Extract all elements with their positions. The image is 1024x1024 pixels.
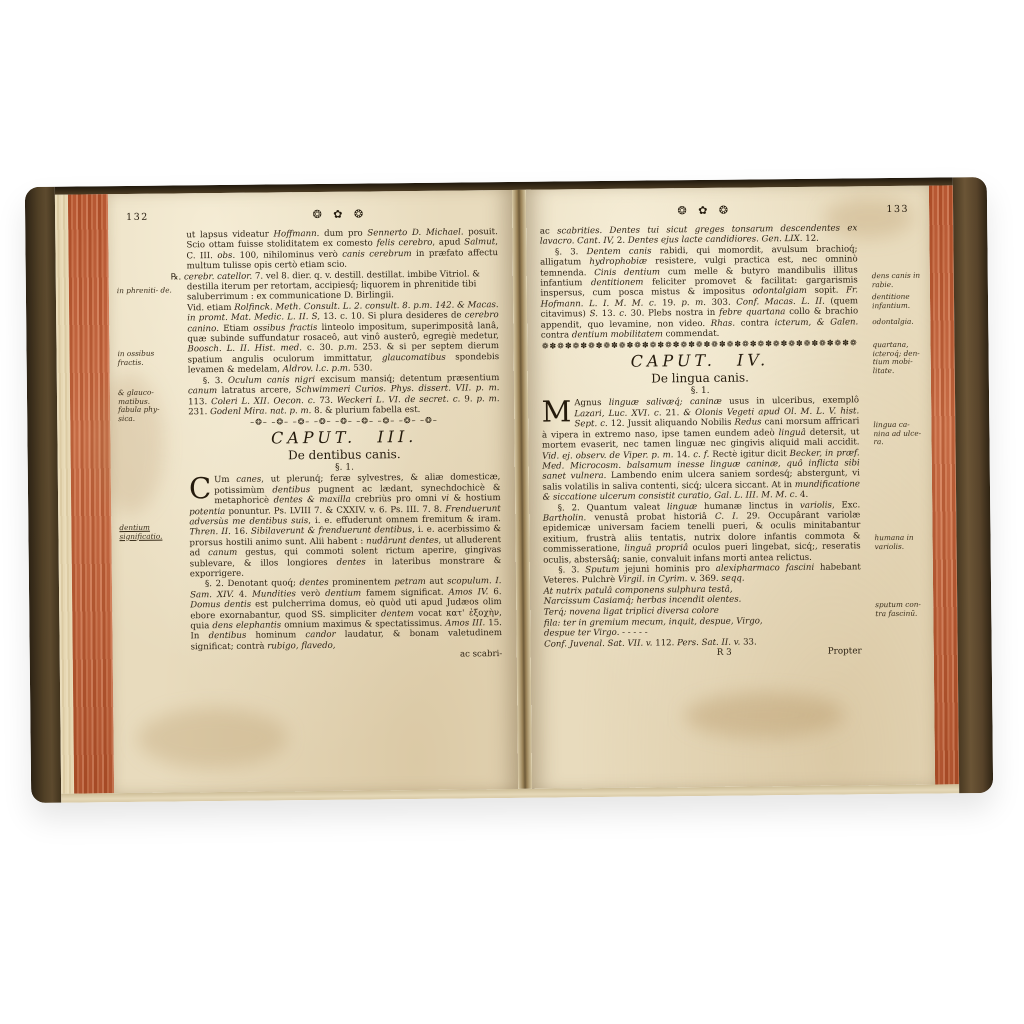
open-book bbox=[25, 177, 993, 803]
book-cover-right bbox=[953, 177, 993, 793]
margin-note: in phreniti- de. bbox=[116, 285, 172, 296]
page-right-content bbox=[525, 186, 935, 789]
block-para: §. 2. Denotant quoq́; dentes prominentem petram aut scopulum. I. Sam. XIV. 4. Mundities verò dentium famem significat. Amos IV. 6. Domus dentis est pulcherrima domus, eò quòd uti apud Judæos olim ebore exornabantur, quod SS. simpliciter dentem vocat κατ' ἐξοχὴν, quia dens elephantis omnium maximus & spectatissimus. Amos III. 15. In dentibus hominum candor laudatur, & bonam valetudinem significat; contrà rubigo, flavedo, bbox=[190, 576, 503, 653]
page-left-content bbox=[108, 190, 518, 793]
margin-note: odontalgia. bbox=[872, 316, 914, 327]
block-recipe: ℞. cerebr. catellor. 7. vel 8. dier. q. v. destill. destillat. imbibe Vitriol. & destilla iterum per retortam, accipiesq́; liquorem in phrenitide tibi saluberrimum : ex communicatione D. Birlingii. bbox=[170, 268, 480, 303]
block-para: §. 2. Quantum valeat linguæ humanæ linctus in variolis, Exc. Bartholin. venustâ probat historiâ C. I. 29. Occupârant variolæ epidemicæ universam faciem tenelli pueri, & oculis minitabantur exitium, frustrà aliis tentatis, nutrix dolore infantis commota & commisseratione, linguâ propriâ oculos pueri lingebat, sicq́;, reseratis oculis, abstersâq́; sanie, convaluit infans morti antea relictus. bbox=[542, 499, 861, 566]
margin-note: lingua ca- nina ad ulce- ra. bbox=[873, 419, 922, 447]
block-h2: De dentibus canis. bbox=[288, 447, 401, 463]
block-divider: –❂– –❂– –❂– –❂– –❂– –❂– –❂– –❂– –❂– bbox=[250, 416, 438, 428]
text-column-left bbox=[170, 227, 503, 663]
fore-edge-left bbox=[68, 194, 114, 793]
book-inner bbox=[55, 177, 959, 802]
block-h1: CAPUT. III. bbox=[270, 427, 418, 448]
block-para: Conf. Juvenal. Sat. VII. v. 112. Pers. Sat. II. v. 33. bbox=[544, 637, 757, 650]
margin-notes-left bbox=[116, 194, 178, 794]
block-dropcap: C Um canes, ut plerunq́; feræ sylvestres, & aliæ domesticæ, potissimùm dentibus pugnent ac lædant, synechdochicè & metaphoricè dentes & maxilla crebriùs pro omni vi & hostium potentia ponuntur. Ps. LVIII 7. & CXXIV. v. 6. Ps. III. 7. 8. Frenduerunt adversùs me dentibus suis, i. e. effuderunt omnem fremitum & iram. Thren. II. 16. Sibilaverunt & frenduerunt dentibus, i. e. acerbissimo & prorsus hostili animo sunt. Alii habent : nudârunt dentes, ut alluderent ad canum gestus, qui commoti solent rictum aperire, gingivas sublevare, & illos longiores dentes in lateribus monstrare & exporrigere. bbox=[188, 471, 502, 580]
block-divider: ❁✽❁✽❁✽❁✽❁✽❁✽❁✽❁✽❁✽❁✽❁✽❁✽❁✽❁✽❁✽❁✽❁✽❁✽❁✽❁✽❁ bbox=[541, 338, 858, 352]
page-header bbox=[540, 204, 916, 223]
block-h1: CAPUT. IV. bbox=[630, 350, 770, 372]
block-para: ut lapsus videatur Hoffmann. dum pro Sennerto D. Michael. posuit. Scio ottam fuisse stoliditatem ex comesto felis cerebro, apud Salmut, C. III. obs. 100, nihilominus verò canis cerebrum in præfato affectu multum tulisse opis certò etiam scio. bbox=[186, 227, 499, 272]
margin-note: humana in variolis. bbox=[874, 532, 914, 551]
margin-note: in ossibus fractis. bbox=[117, 348, 155, 367]
block-verse: At nutrix patulâ componens sulphura testâ, Narcissum Casiamq́; herbas incendit olentes. Terq́; novena ligat triplici diversa colore fila: ter in gremium mecum, inquit, despue, Virgo, despue ter Virgo. - - - - - bbox=[543, 584, 763, 639]
block-para: Vid. etiam Rolfinck. Meth. Consult. L. 2. consult. 8. p.m. 142. & Macas. in promt. Mat. Medic. L. II. S, 13. c. 10. Si plura desideres de cerebro canino. Etiam ossibus fractis linteolo impositum, superimpositâ lanâ, quæ subinde suffundatur rosaceô, aut vinô austerô, egregiè medetur, Boosch. L. II. Hist. med. c. 30. p.m. 253. & si per septem dierum spatium angulis oculorum immittatur, glaucomatibus spondebis levamen & medelam, Aldrov. l.c. p.m. 530. bbox=[187, 299, 500, 376]
block-para: §. 3. Dentem canis rabidi, qui momordit, avulsum brachioq́; alligatum hydrophobiæ resistere, vulgi practica est, nec omninò temnenda. Cinis dentium cum melle & butyro mandibulis illitus infantium dentitionem feliciter promovet & facilitat: gargarismis inspersus, cum posca mistus & impositus odontalgiam sopit. Fr. Hofmann. L. I. M. M. c. 19. p. m. 303. Conf. Macas. L. II. (quem citavimus) S. 13. c. 30. Plebs nostra in febre quartana collo & brachio appendit, quo levamine, non video. Rhas. contra icterum, & Galen. contra dentium mobilitatem commendat. bbox=[540, 244, 859, 341]
text-column-right bbox=[540, 223, 862, 660]
margin-note: dens canis in rabie. bbox=[871, 270, 921, 289]
page-right bbox=[525, 186, 935, 789]
margin-note: sputum con- tra fascinū. bbox=[875, 599, 921, 618]
page-header bbox=[122, 208, 498, 227]
margin-notes-right bbox=[871, 186, 929, 786]
margin-note: quartana, icteroq́; den- tium mobi- litate. bbox=[872, 339, 920, 375]
block-h2: De lingua canis. bbox=[651, 370, 750, 386]
header-ornament-icon: ❂ ✿ ❂ bbox=[677, 203, 733, 218]
page-left bbox=[108, 190, 518, 793]
block-h3: §. 1. bbox=[335, 462, 354, 474]
book-spread bbox=[55, 185, 959, 793]
header-ornament-icon: ❂ ✿ ❂ bbox=[312, 207, 368, 222]
block-para: ac scabrities. Dentes tui sicut greges tonsarum descendentes ex lavacro. Cant. IV, 2. Dentes ejus lacte candidiores. Gen. LIX. 12. bbox=[539, 223, 858, 248]
page-number-right: 133 bbox=[886, 203, 910, 216]
block-catchword: ac scabri- bbox=[459, 649, 503, 660]
block-sig: R 3 Propter bbox=[716, 646, 862, 658]
block-dropcap: M Agnus linguæ salivæq́; caninæ usus in ulceribus, exemplô Lazari, Luc. XVI. c. 21. & Olonis Vegeti apud Ol. M. L. V. hist. Sept. c. 12. Jussit aliquando Nobilis Redus cani morsum affricari à vipera in extremo naso, ipse tamen eundem adeò linguâ detersit, ut mortem evaserit, nec tamen linguæ nec gingivis aliquid mali accidit. Vid. ej. observ. de Viper. p. m. 14. c. f. Rectè igitur dicit Becker, in præf. Med. Microcosm. balsamum inesse linguæ caninæ, quô inflicta sibi sanet vulnera. Lambendo enim ulcera saniem sordesq́; abstergunt, vi salis volatilis in saliva contenti, sicq́; ulcera siccant. At in mundificatione & siccatione ulcerum consistit curatio, Gal. L. III. M. M. c. 4. bbox=[541, 394, 861, 503]
page-number-left: 132 bbox=[126, 211, 149, 223]
block-para: §. 3. Sputum jejuni hominis pro alexipharmaco fascini habebant Veteres. Pulchrè Virgil. in Cyrim. v. 369. seqq. bbox=[543, 562, 861, 587]
margin-note: dentium significatio. bbox=[119, 522, 163, 541]
margin-note: dentitione infantium. bbox=[871, 291, 911, 310]
block-h3: §. 1. bbox=[690, 386, 710, 397]
block-para: §. 3. Oculum canis nigri excisum mansiq́; detentum præsentium canum latratus arcere, Schwimmeri Curios. Phys. dissert. VII. p. m. 113. Coleri L. XII. Oecon. c. 73. Weckeri L. VI. de secret. c. 9. p. m. 231. Godenl Mira. nat. p. m. 8. & plurium fabella est. bbox=[187, 372, 500, 418]
margin-note: & glauco- matibus. fabula phy- sica. bbox=[117, 387, 160, 423]
